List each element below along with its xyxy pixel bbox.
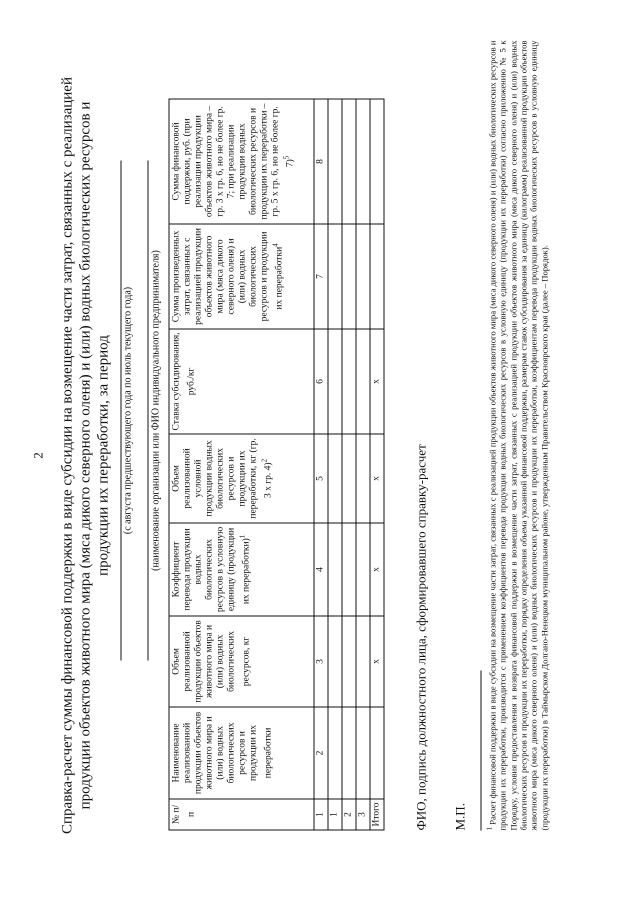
table-cell xyxy=(328,433,342,522)
column-number: 6 xyxy=(314,328,328,433)
table-cell: х xyxy=(370,615,384,706)
header-cell: Наименование реализованной продукции объектов животного мира и (или) водных биологических ресурсов и продукции их переработки xyxy=(169,706,314,798)
table-cell xyxy=(342,98,356,223)
header-cell: Объем реализованной условной продукции водных биологических ресурсов и продукции их переработки, кг (гр. 3 х гр. 4)$^2$ xyxy=(169,433,314,522)
calculation-table xyxy=(168,98,384,830)
header-cell: Сумма произведенных затрат, связанных с реализацией продукции объектов животного мира (мяса дикого северного оленя) и (или) водных биологических ресурсов и продукции их переработки$^4$ xyxy=(169,223,314,328)
table-cell xyxy=(342,522,356,615)
column-number: 5 xyxy=(314,433,328,522)
header-cell: Ставка субсидирования, руб./кг xyxy=(169,328,314,433)
table-row xyxy=(328,98,342,829)
table-cell: 1 xyxy=(328,798,342,829)
table-cell xyxy=(342,328,356,433)
footnote xyxy=(484,40,549,830)
table-cell xyxy=(328,328,342,433)
table-cell: Итого xyxy=(370,798,384,829)
footnote-mark: 1 xyxy=(485,826,493,830)
column-number: 1 xyxy=(314,798,328,829)
table-cell: 2 xyxy=(342,798,356,829)
column-number: 3 xyxy=(314,615,328,706)
table-cell: 3 xyxy=(356,798,370,829)
table-cell xyxy=(356,328,370,433)
table-cell xyxy=(370,98,384,223)
column-number: 8 xyxy=(314,98,328,223)
footnote-separator xyxy=(480,670,481,830)
header-cell: Объем реализованной продукции объектов животного мира и (или) водных биологических ресурсов, кг xyxy=(169,615,314,706)
column-number: 2 xyxy=(314,706,328,798)
table-cell xyxy=(356,615,370,706)
table-cell xyxy=(342,223,356,328)
table-row xyxy=(342,98,356,829)
column-number: 4 xyxy=(314,522,328,615)
org-underline xyxy=(147,160,148,660)
period-label: (с августа предшествующего года по июль текущего года) xyxy=(122,286,133,534)
org-label: (наименование организации или ФИО индивидуального предпринимателя) xyxy=(150,249,161,571)
table-cell: х xyxy=(370,328,384,433)
header-cell: № п/п xyxy=(169,798,314,829)
header-cell: Коэффициент перевода продукции водных биологических ресурсов в условную единицу (продукции их переработки)$^1$ xyxy=(169,522,314,615)
table-cell xyxy=(342,615,356,706)
period-underline xyxy=(120,160,121,660)
table-cell xyxy=(328,223,342,328)
page-number: 2 xyxy=(30,451,45,459)
table-cell: х xyxy=(370,522,384,615)
table-cell xyxy=(342,706,356,798)
document-title: Справка-расчет суммы финансовой поддержки в виде субсидии на возмещение части затрат, связанных с реализацией продукции объектов животного мира (мяса дикого северного оленя) и (или) водных биологических ресурсов и продукции их переработки, за период xyxy=(59,76,111,834)
table-cell xyxy=(328,522,342,615)
table-row xyxy=(356,98,370,829)
table-cell: х xyxy=(370,433,384,522)
header-cell: Сумма финансовой поддержки, руб. (при реализации продукции объектов животного мира – гр. 3 х гр. 6, но не более гр. 7; при реализации продукции водных биологических ресурсов и продукции их переработки – гр. 5 х гр. 6, но не более гр. 7)$^5$ xyxy=(169,98,314,223)
stamp-place: М.П. xyxy=(452,802,467,830)
table-cell xyxy=(356,98,370,223)
total-row xyxy=(370,98,384,829)
column-number: 7 xyxy=(314,223,328,328)
header-row xyxy=(169,98,314,829)
table-cell xyxy=(328,706,342,798)
table-cell xyxy=(356,433,370,522)
table-cell xyxy=(370,706,384,798)
signature-line: ФИО, подпись должностного лица, сформировавшего справку-расчет xyxy=(413,443,428,830)
table-cell xyxy=(356,522,370,615)
table-cell xyxy=(370,223,384,328)
table-cell xyxy=(356,706,370,798)
table-cell xyxy=(328,615,342,706)
table-cell xyxy=(356,223,370,328)
footnote-text: Расчет финансовой поддержки в виде субсидии на возмещение части затрат, связанных с реализацией продукции объектов животного мира (мяса дикого северного оленя) и (или) водных биологических ресурсов и продукции их переработки, производится с применением коэффициентов перевода продукции водных биологических ресурсов в условную единицу (продукции их переработки) согласно приложению № 5 к Порядку, условия предоставления и возврата финансовой поддержки в возмещение части затрат, связанных с реализацией продукции объектов животного мира (мяса дикого северного оленя) и (или) водных биологических ресурсов и продукции их переработки, порядку определения объема указанной финансовой поддержки, размерам ставок субсидирования за единицу (килограмм) реализованной продукции объектов животного мира (мяса дикого северного оленя) и (или) водных биологических ресурсов и продукции их переработки, коэффициентам перевода продукции водных биологических ресурсов в условную единицу (продукции их переработки) в Таймырском Долгано-Ненецком муниципальном районе, утвержденным Правительством Красноярского края (далее – Порядок). xyxy=(486,40,549,830)
column-number-row xyxy=(314,98,328,829)
table-cell xyxy=(328,98,342,223)
table-cell xyxy=(342,433,356,522)
